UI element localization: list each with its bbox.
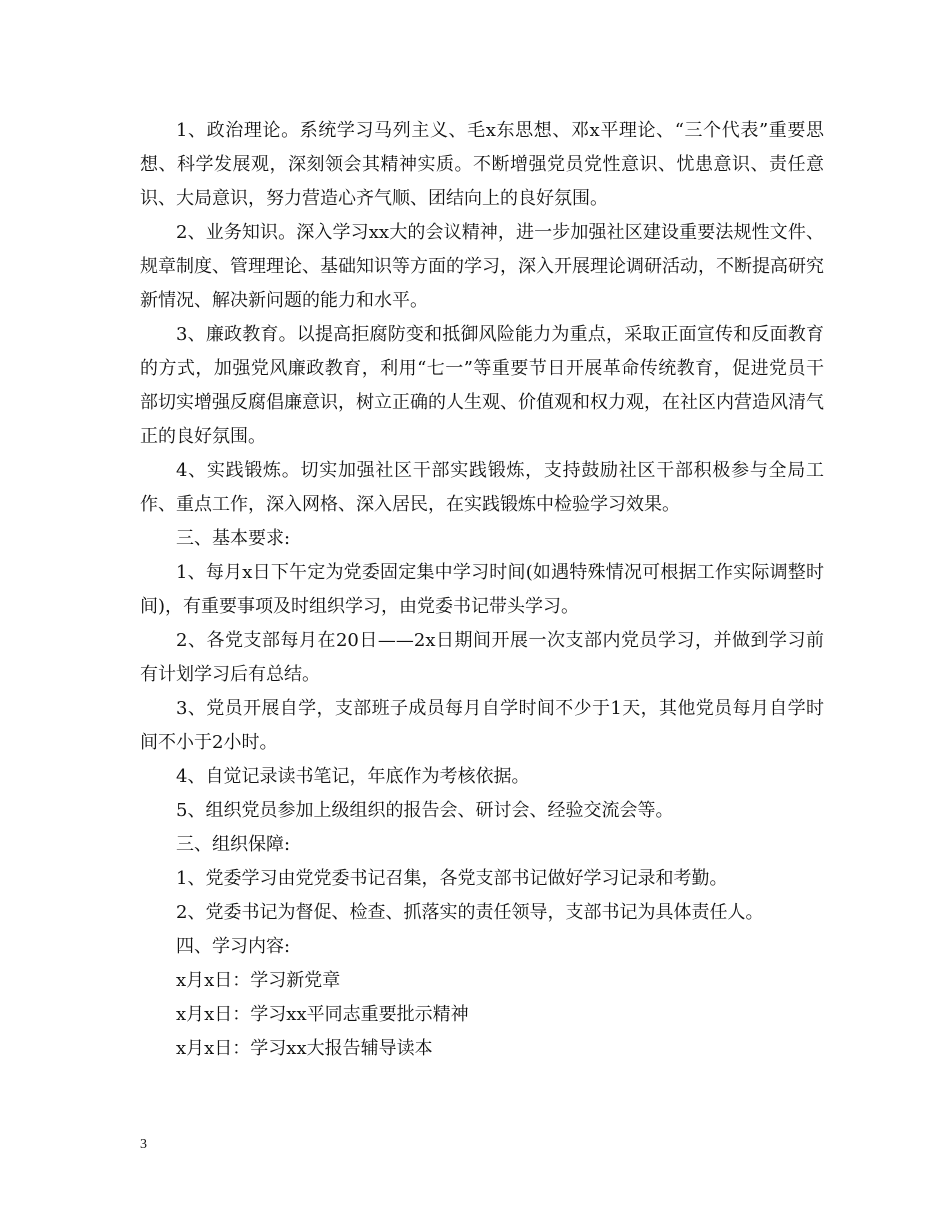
schedule-item-2: x月x日：学习xx平同志重要批示精神 — [176, 1004, 469, 1025]
section-heading-organization: 三、组织保障: — [176, 834, 291, 855]
paragraph-requirement-4: 4、自觉记录读书笔记，年底作为考核依据。 — [176, 766, 530, 787]
paragraph-integrity-education: 3、廉政教育。以提高拒腐防变和抵御风险能力为重点，采取正面宣传和反面教育的方式，加强党风廉政教育，利用“七一”等重要节日开展革命传统教育，促进党员干部切实增强反腐倡廉意识，树立正确的人生观、价值观和权力观，在社区内营造风清气正的良好氛围。 — [140, 324, 824, 447]
paragraph-requirement-1: 1、每月x日下午定为党委固定集中学习时间(如遇特殊情况可根据工作实际调整时间)，有重要事项及时组织学习，由党委书记带头学习。 — [140, 562, 824, 617]
document-body — [140, 114, 824, 1066]
paragraph-political-theory: 1、政治理论。系统学习马列主义、毛x东思想、邓x平理论、“三个代表”重要思想、科学发展观，深刻领会其精神实质。不断增强党员党性意识、忧患意识、责任意识、大局意识，努力营造心齐气顺、团结向上的良好氛围。 — [140, 120, 824, 209]
page-number: 3 — [140, 1137, 147, 1152]
section-heading-basic-requirements: 三、基本要求: — [176, 528, 291, 549]
schedule-item-3: x月x日：学习xx大报告辅导读本 — [176, 1038, 433, 1059]
paragraph-requirement-2: 2、各党支部每月在20日——2x日期间开展一次支部内党员学习，并做到学习前有计划学习后有总结。 — [140, 630, 824, 685]
paragraph-requirement-5: 5、组织党员参加上级组织的报告会、研讨会、经验交流会等。 — [176, 800, 674, 821]
schedule-item-1: x月x日：学习新党章 — [176, 970, 341, 991]
paragraph-practice-training: 4、实践锻炼。切实加强社区干部实践锻炼，支持鼓励社区干部积极参与全局工作、重点工作，深入网格、深入居民，在实践锻炼中检验学习效果。 — [140, 460, 824, 515]
paragraph-requirement-3: 3、党员开展自学，支部班子成员每月自学时间不少于1天，其他党员每月自学时间不小于2小时。 — [140, 698, 824, 753]
paragraph-organization-2: 2、党委书记为督促、检查、抓落实的责任领导，支部书记为具体责任人。 — [176, 902, 764, 923]
paragraph-organization-1: 1、党委学习由党党委书记召集，各党支部书记做好学习记录和考勤。 — [176, 868, 728, 889]
section-heading-study-content: 四、学习内容: — [176, 936, 291, 957]
paragraph-business-knowledge: 2、业务知识。深入学习xx大的会议精神，进一步加强社区建设重要法规性文件、规章制度、管理理论、基础知识等方面的学习，深入开展理论调研活动，不断提高研究新情况、解决新问题的能力和水平。 — [140, 222, 824, 311]
